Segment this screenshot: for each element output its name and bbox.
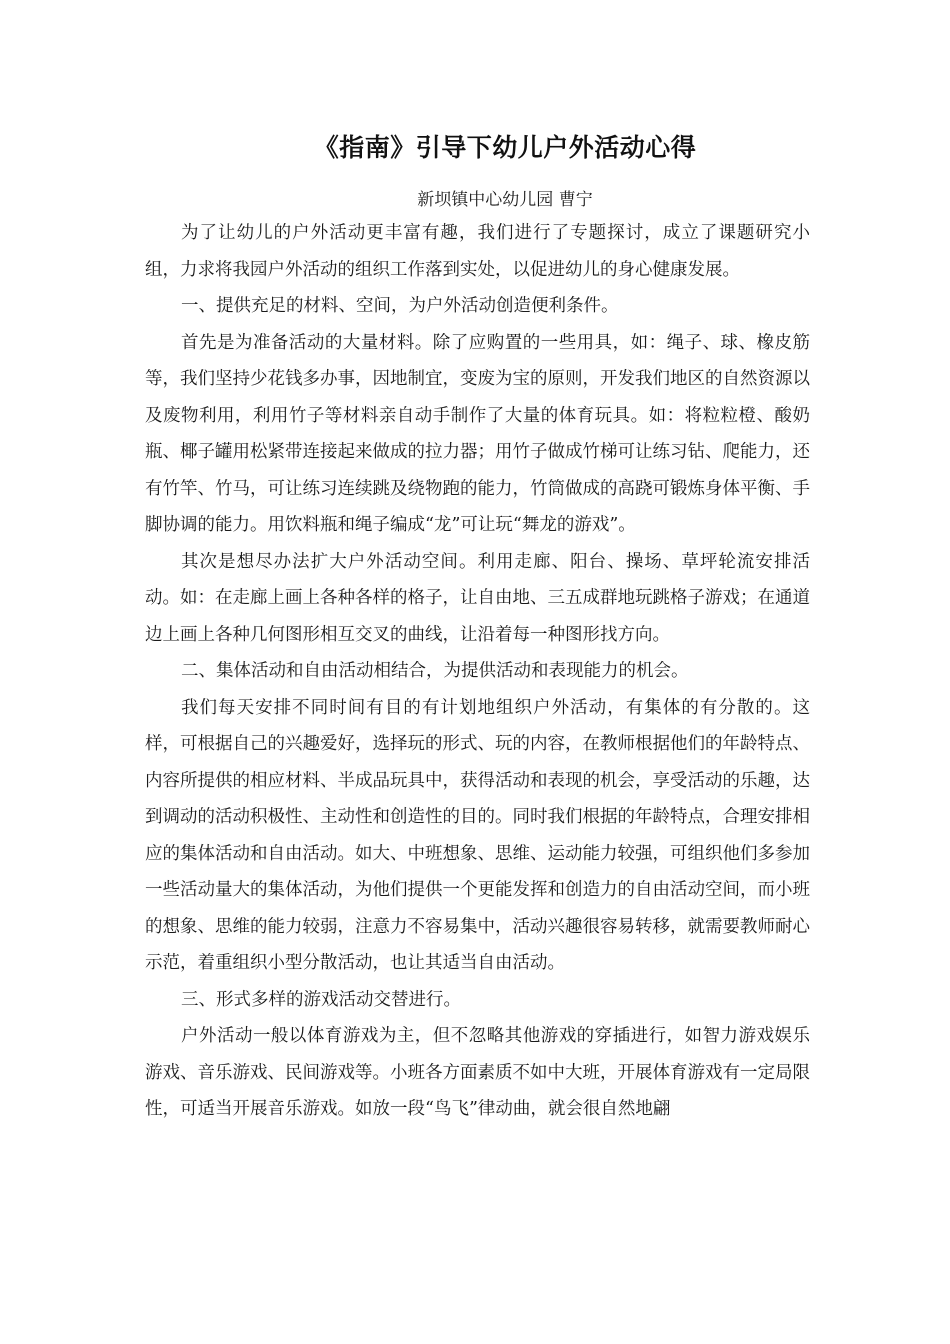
paragraph-group-activities: 我们每天安排不同时间有目的有计划地组织户外活动，有集体的有分散的。这样，可根据自己的兴趣爱好，选择玩的形式、玩的内容，在教师根据他们的年龄特点、内容所提供的相应材料、半成品玩具中，获得活动和表现的机会，享受活动的乐趣，达到调动的活动积极性、主动性和创造性的目的。同时我们根据的年龄特点，合理安排相应的集体活动和自由活动。如大、中班想象、思维、运动能力较强，可组织他们多参加一些活动量大的集体活动，为他们提供一个更能发挥和创造力的自由活动空间，而小班的想象、思维的能力较弱，注意力不容易集中，活动兴趣很容易转移，就需要教师耐心示范，着重组织小型分散活动，也让其适当自由活动。 — [145, 697, 810, 973]
paragraph-intro: 为了让幼儿的户外活动更丰富有趣，我们进行了专题探讨，成立了课题研究小组，力求将我园户外活动的组织工作落到实处，以促进幼儿的身心健康发展。 — [145, 223, 810, 280]
section-heading-2: 二、集体活动和自由活动相结合，为提供活动和表现能力的机会。 — [181, 661, 689, 681]
section-heading-1: 一、提供充足的材料、空间，为户外活动创造便利条件。 — [181, 296, 619, 316]
document-title: 《指南》引导下幼儿户外活动心得 — [313, 133, 697, 162]
section-heading-3: 三、形式多样的游戏活动交替进行。 — [181, 989, 461, 1010]
paragraph-materials: 首先是为准备活动的大量材料。除了应购置的一些用具，如：绳子、球、橡皮筋等，我们坚持少花钱多办事，因地制宜，变废为宝的原则，开发我们地区的自然资源以及废物利用，利用竹子等材料亲自动手制作了大量的体育玩具。如：将粒粒橙、酸奶瓶、椰子罐用松紧带连接起来做成的拉力器；用竹子做成竹梯可让练习钻、爬能力，还有竹竿、竹马，可让练习连续跳及绕物跑的能力，竹筒做成的高跷可锻炼身体平衡、手脚协调的能力。用饮料瓶和绳子编成“龙”可让玩“舞龙的游戏”。 — [145, 332, 810, 535]
paragraph-space: 其次是想尽办法扩大户外活动空间。利用走廊、阳台、操场、草坪轮流安排活动。如：在走廊上画上各种各样的格子，让自由地、三五成群地玩跳格子游戏；在通道边上画上各种几何图形相互交叉的曲线，让沿着每一种图形找方向。 — [145, 551, 810, 645]
document-author: 新坝镇中心幼儿园 曹宁 — [417, 190, 593, 210]
paragraph-games: 户外活动一般以体育游戏为主，但不忽略其他游戏的穿插进行，如智力游戏娱乐游戏、音乐游戏、民间游戏等。小班各方面素质不如中大班，开展体育游戏有一定局限性，可适当开展音乐游戏。如放一段“鸟飞”律动曲，就会很自然地翩 — [145, 1026, 810, 1119]
document-body — [145, 215, 810, 1128]
